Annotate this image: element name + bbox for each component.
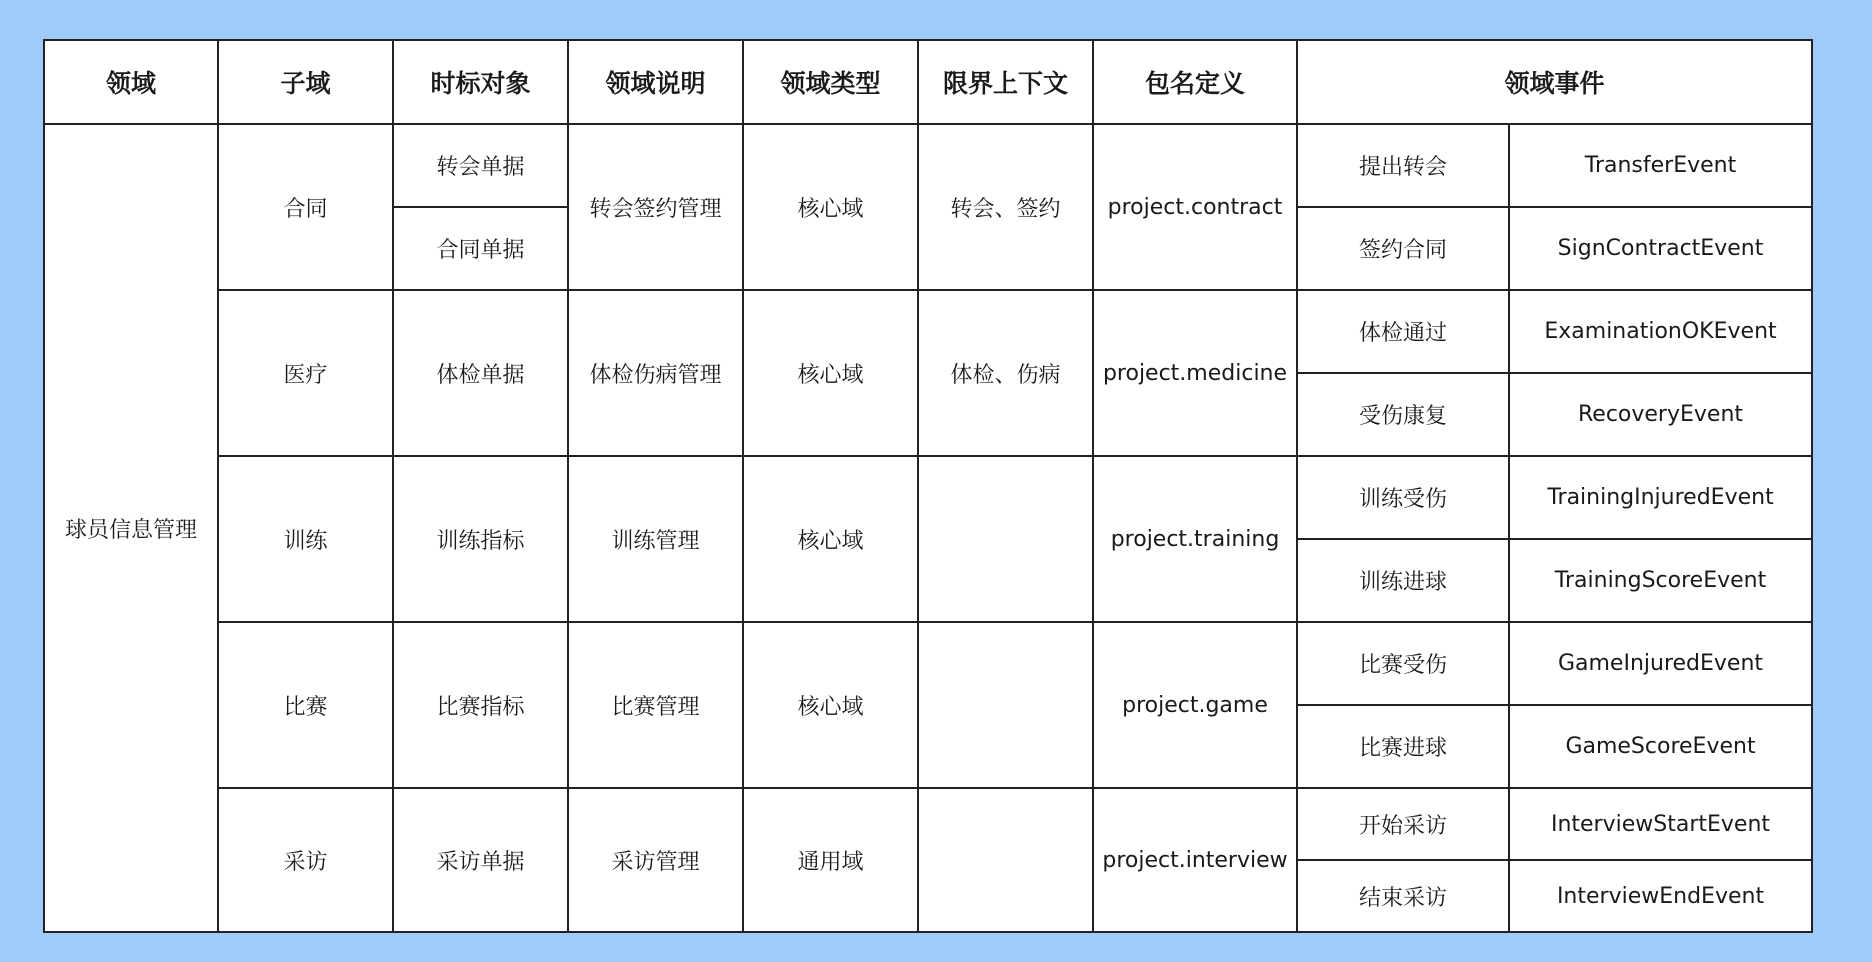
domain-table [43, 39, 1813, 933]
object-cell: 训练指标 [393, 456, 568, 622]
event-cn-cell: 体检通过 [1297, 290, 1509, 373]
header-domain: 领域 [44, 40, 218, 124]
description-cell: 训练管理 [568, 456, 743, 622]
type-cell: 核心域 [743, 622, 918, 788]
event-cn-cell: 受伤康复 [1297, 373, 1509, 456]
context-cell [918, 788, 1093, 932]
subdomain-cell: 训练 [218, 456, 393, 622]
event-en-cell: InterviewEndEvent [1509, 860, 1812, 932]
subdomain-cell: 合同 [218, 124, 393, 290]
subdomain-cell: 采访 [218, 788, 393, 932]
event-en-cell: ExaminationOKEvent [1509, 290, 1812, 373]
event-en-cell: GameInjuredEvent [1509, 622, 1812, 705]
type-cell: 通用域 [743, 788, 918, 932]
context-cell: 转会、签约 [918, 124, 1093, 290]
package-cell: project.training [1093, 456, 1297, 622]
header-timed-object: 时标对象 [393, 40, 568, 124]
event-cn-cell: 比赛受伤 [1297, 622, 1509, 705]
type-cell: 核心域 [743, 290, 918, 456]
header-bounded-context: 限界上下文 [918, 40, 1093, 124]
description-cell: 体检伤病管理 [568, 290, 743, 456]
event-en-cell: SignContractEvent [1509, 207, 1812, 290]
description-cell: 比赛管理 [568, 622, 743, 788]
object-cell: 比赛指标 [393, 622, 568, 788]
package-cell: project.medicine [1093, 290, 1297, 456]
package-cell: project.interview [1093, 788, 1297, 932]
context-cell [918, 622, 1093, 788]
header-domain-type: 领域类型 [743, 40, 918, 124]
table-row [44, 788, 1812, 860]
event-cn-cell: 比赛进球 [1297, 705, 1509, 788]
object-cell: 采访单据 [393, 788, 568, 932]
table-row [44, 124, 1812, 207]
domain-cell: 球员信息管理 [44, 124, 218, 932]
package-cell: project.contract [1093, 124, 1297, 290]
event-en-cell: TrainingInjuredEvent [1509, 456, 1812, 539]
description-cell: 转会签约管理 [568, 124, 743, 290]
event-en-cell: TransferEvent [1509, 124, 1812, 207]
header-row [44, 40, 1812, 124]
description-cell: 采访管理 [568, 788, 743, 932]
header-domain-events: 领域事件 [1297, 40, 1812, 124]
type-cell: 核心域 [743, 456, 918, 622]
object-cell: 体检单据 [393, 290, 568, 456]
header-package: 包名定义 [1093, 40, 1297, 124]
package-cell: project.game [1093, 622, 1297, 788]
event-cn-cell: 提出转会 [1297, 124, 1509, 207]
context-cell: 体检、伤病 [918, 290, 1093, 456]
context-cell [918, 456, 1093, 622]
event-cn-cell: 签约合同 [1297, 207, 1509, 290]
event-cn-cell: 开始采访 [1297, 788, 1509, 860]
object-cell: 转会单据 [393, 124, 568, 207]
type-cell: 核心域 [743, 124, 918, 290]
table-row [44, 622, 1812, 705]
header-description: 领域说明 [568, 40, 743, 124]
subdomain-cell: 比赛 [218, 622, 393, 788]
event-cn-cell: 训练进球 [1297, 539, 1509, 622]
table-row [44, 290, 1812, 373]
header-subdomain: 子域 [218, 40, 393, 124]
event-en-cell: InterviewStartEvent [1509, 788, 1812, 860]
subdomain-cell: 医疗 [218, 290, 393, 456]
event-cn-cell: 结束采访 [1297, 860, 1509, 932]
table-row [44, 456, 1812, 539]
event-en-cell: RecoveryEvent [1509, 373, 1812, 456]
event-en-cell: GameScoreEvent [1509, 705, 1812, 788]
event-en-cell: TrainingScoreEvent [1509, 539, 1812, 622]
event-cn-cell: 训练受伤 [1297, 456, 1509, 539]
object-cell: 合同单据 [393, 207, 568, 290]
